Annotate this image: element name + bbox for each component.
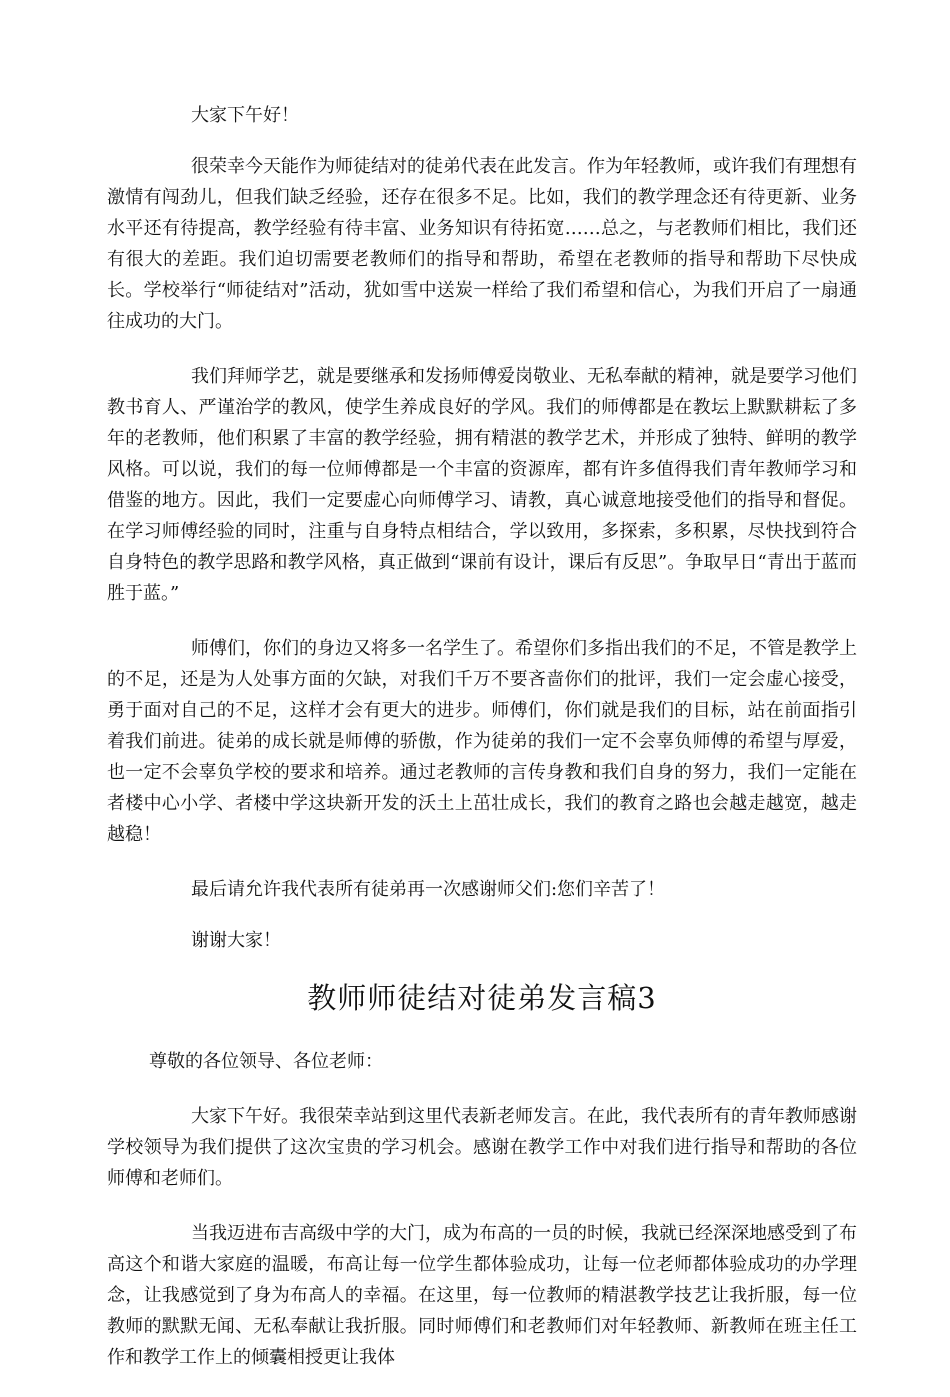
salutation: 尊敬的各位领导、各位老师： — [149, 1051, 383, 1072]
greeting-paragraph: 大家下午好！ — [191, 105, 299, 126]
section-title: 教师师徒结对徒弟发言稿3 — [307, 981, 657, 1015]
document-page — [107, 100, 857, 1397]
closing-paragraph: 谢谢大家！ — [191, 930, 281, 951]
body-paragraph: 大家下午好。我很荣幸站到这里代表新老师发言。在此，我代表所有的青年教师感谢学校领导为我们提供了这次宝贵的学习机会。感谢在教学工作中对我们进行指导和帮助的各位师傅和老师们。 — [107, 1106, 857, 1189]
body-paragraph: 当我迈进布吉高级中学的大门，成为布高的一员的时候，我就已经深深地感受到了布高这个和谐大家庭的温暖，布高让每一位学生都体验成功，让每一位老师都体验成功的办学理念，让我感觉到了身为布高人的幸福。在这里，每一位教师的精湛教学技艺让我折服，每一位教师的默默无闻、无私奉献让我折服。同时师傅们和老教师们对年轻教师、新教师在班主任工作和教学工作上的倾囊相授更让我体 — [107, 1223, 857, 1368]
thanks-paragraph: 最后请允许我代表所有徒弟再一次感谢师父们:您们辛苦了！ — [191, 879, 666, 900]
body-paragraph: 我们拜师学艺，就是要继承和发扬师傅爱岗敬业、无私奉献的精神，就是要学习他们教书育人、严谨治学的教风，使学生养成良好的学风。我们的师傅都是在教坛上默默耕耘了多年的老教师，他们积累了丰富的教学经验，拥有精湛的教学艺术，并形成了独特、鲜明的教学风格。可以说，我们的每一位师傅都是一个丰富的资源库，都有许多值得我们青年教师学习和借鉴的地方。因此，我们一定要虚心向师傅学习、请教，真心诚意地接受他们的指导和督促。在学习师傅经验的同时，注重与自身特点相结合，学以致用，多探索，多积累，尽快找到符合自身特色的教学思路和教学风格，真正做到“课前有设计，课后有反思”。争取早日“青出于蓝而胜于蓝。” — [107, 366, 857, 604]
body-paragraph: 很荣幸今天能作为师徒结对的徒弟代表在此发言。作为年轻教师，或许我们有理想有激情有闯劲儿，但我们缺乏经验，还存在很多不足。比如，我们的教学理念还有待更新、业务水平还有待提高，教学经验有待丰富、业务知识有待拓宽……总之，与老教师们相比，我们还有很大的差距。我们迫切需要老教师们的指导和帮助，希望在老教师的指导和帮助下尽快成长。学校举行“师徒结对”活动，犹如雪中送炭一样给了我们希望和信心，为我们开启了一扇通往成功的大门。 — [107, 156, 857, 332]
body-paragraph: 师傅们，你们的身边又将多一名学生了。希望你们多指出我们的不足，不管是教学上的不足，还是为人处事方面的欠缺，对我们千万不要吝啬你们的批评，我们一定会虚心接受，勇于面对自己的不足，这样才会有更大的进步。师傅们，你们就是我们的目标，站在前面指引着我们前进。徒弟的成长就是师傅的骄傲，作为徒弟的我们一定不会辜负师傅的希望与厚爱，也一定不会辜负学校的要求和培养。通过老教师的言传身教和我们自身的努力，我们一定能在者楼中心小学、者楼中学这块新开发的沃土上茁壮成长，我们的教育之路也会越走越宽，越走越稳！ — [107, 638, 857, 845]
